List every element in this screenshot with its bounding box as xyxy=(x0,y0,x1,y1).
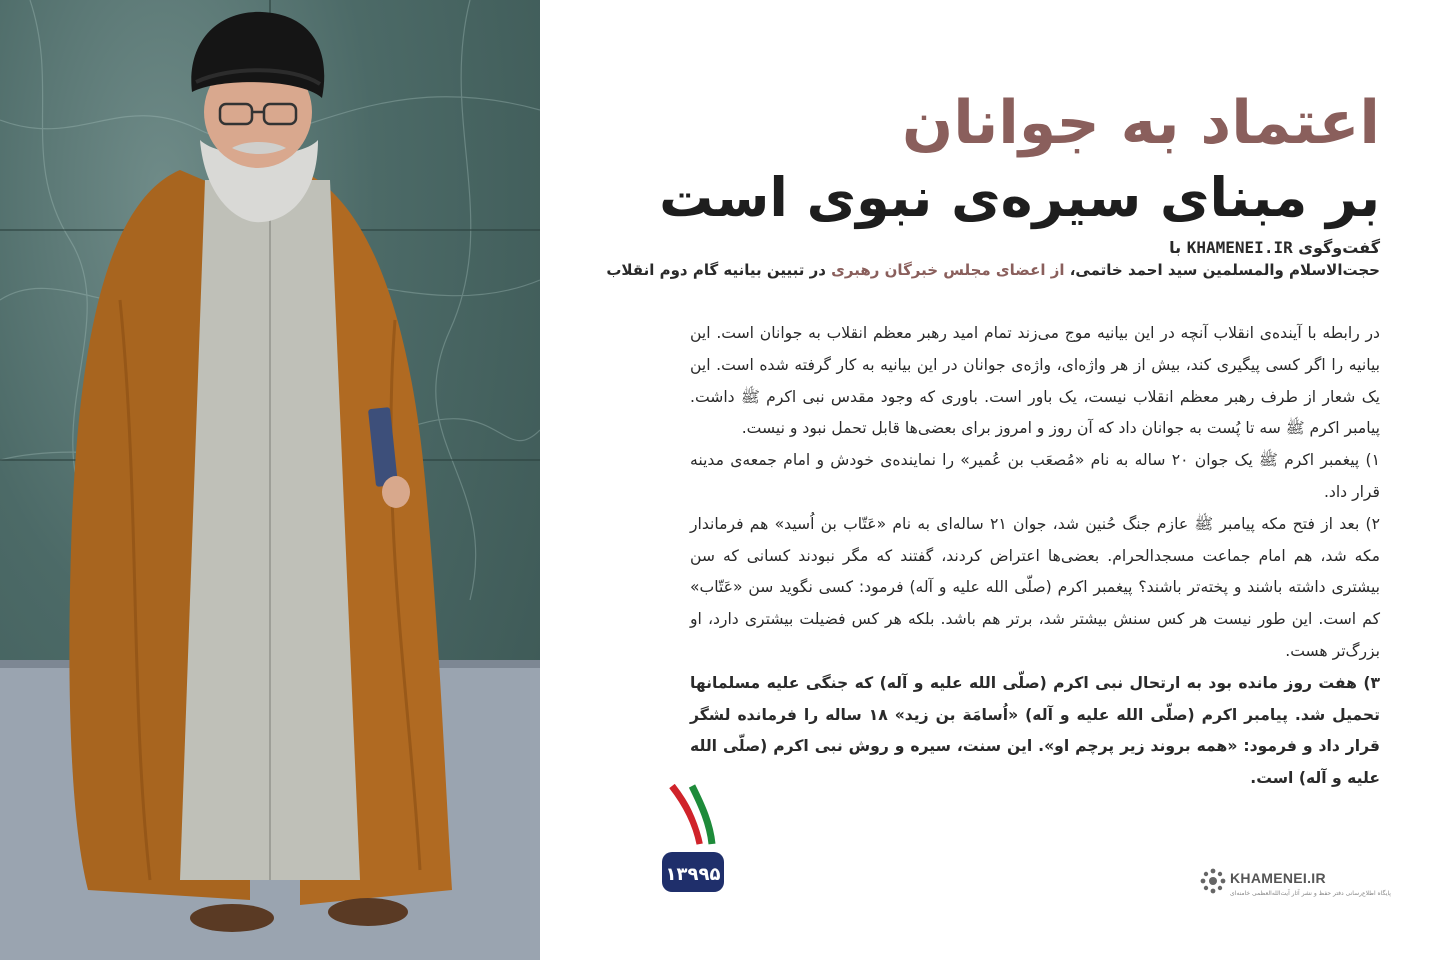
logo-date-text: ۱۳۹۹۵ xyxy=(665,864,721,885)
flag-ribbon-icon xyxy=(656,784,736,904)
byline-with: با xyxy=(1169,238,1182,257)
guest-name: حجت‌الاسلام والمسلمین سید احمد خاتمی، xyxy=(1069,261,1380,279)
paragraph: ۱) پیغمبر اکرم ﷺ یک جوان ۲۰ ساله به نام «مُصعَب بن عُمیر» را نماینده‌ی خودش و امام جمعه‌ی مدینه قرار داد. xyxy=(690,451,1380,501)
headline-line-2: بر مبنای سیره‌ی نبوی است xyxy=(659,166,1380,229)
guest-topic: در تبیین بیانیه گام دوم انقلاب xyxy=(606,261,826,279)
guest-role: از اعضای مجلس خبرگان رهبری xyxy=(831,261,1065,279)
logo-brand-text: KHAMENEI.IR xyxy=(1230,870,1326,886)
paragraph: ۳) هفت روز مانده بود به ارتحال نبی اکرم (صلّی الله علیه و آله) که جنگی علیه مسلمانها تحمیل شد. پیامبر اکرم (صلّی الله علیه و آله) «اُسامَة بن زید» ۱۸ ساله را فرمانده لشگر قرار داد و فرمود: «همه بروند زیر پرچم او». این سنت، سیره و روش نبی اکرم (صلّی الله علیه و آله) است. xyxy=(690,673,1380,788)
anniversary-logo xyxy=(656,784,736,904)
paragraph: در رابطه با آینده‌ی انقلاب آنچه در این بیانیه موج می‌زند تمام امید رهبر معظم انقلاب به جوانان است. این بیانیه را اگر کسی پیگیری کند، بیش از هر واژه‌ای، واژه‌ی جوانان در این بیانیه به کار گرفته شده است. این یک شعار از طرف رهبر معظم انقلاب نیست، یک باور است. باوری که وجود مقدس نبی اکرم ﷺ داشت. پیامبر اکرم ﷺ سه تا پُست به جوانان داد که آن روز و امروز برای بعضی‌ها قابل تحمل نبود و نیست. xyxy=(690,324,1380,438)
byline xyxy=(1169,238,1380,257)
portrait-photo xyxy=(0,0,540,960)
site-emblem-icon xyxy=(1200,868,1226,894)
portrait-illustration xyxy=(0,0,540,960)
article-body xyxy=(690,318,1380,795)
paragraph: ۲) بعد از فتح مکه پیامبر ﷺ عازم جنگ حُنین شد، جوان ۲۱ ساله‌ای به نام «عَتّاب بن اُسید» هم فرماندار مکه شد، هم امام جماعت مسجدالحرام. بعضی‌ها اعتراض کردند، گفتند که مگر نبودند کسانی که سن بیشتری داشته باشند و پخته‌تر باشند؟ پیغمبر اکرم (صلّی الله علیه و آله) فرمود: کسی نگوید سن «عَتّاب» کم است. این طور نیست هر کس سنش بیشتر شد، برتر هم باشد. بلکه هر کس فضیلت بیشتری دارد، او بزرگ‌تر هست. xyxy=(690,514,1380,660)
logo-tagline: پایگاه اطلاع‌رسانی دفتر حفظ و نشر آثار آیت‌الله‌العظمی خامنه‌ای xyxy=(1230,890,1391,897)
byline-site: KHAMENEI.IR xyxy=(1186,238,1293,257)
khamenei-ir-logo xyxy=(1200,866,1391,906)
byline-prefix: گفت‌وگوی xyxy=(1298,238,1380,257)
guest-line xyxy=(606,261,1380,279)
headline-line-1: اعتماد به جوانان xyxy=(902,88,1380,158)
